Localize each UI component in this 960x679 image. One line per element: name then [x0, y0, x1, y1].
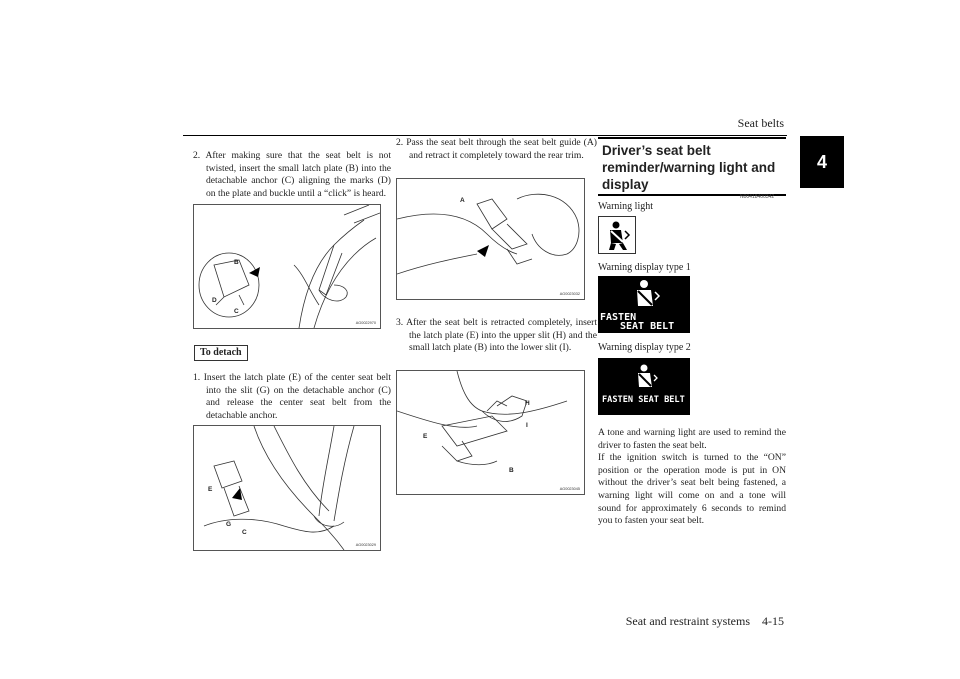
- display1-text-top: FASTEN: [600, 312, 637, 323]
- chapter-tab: 4: [800, 136, 844, 188]
- fig4-label-h: H: [525, 400, 530, 407]
- section-title: Driver’s seat belt reminder/warning light and display: [602, 143, 776, 192]
- header-rule: [183, 135, 787, 136]
- display2-text: FASTEN SEAT BELT: [602, 395, 685, 405]
- fig1-code: AG0022970: [355, 321, 376, 325]
- fig2-code: AG0023029: [355, 543, 376, 547]
- figure-2-illustration: [194, 426, 380, 550]
- figure-1-illustration: [194, 205, 380, 328]
- step-2b-text: 2. Pass the seat belt through the seat belt guide (A) and retract it completely toward the rear trim.: [396, 137, 597, 161]
- step-1-text: 1. Insert the latch plate (E) of the center seat belt into the slit (G) on the detachable anchor (C) and release the center seat belt from the detachable anchor.: [193, 372, 391, 421]
- fig1-label-b: B: [234, 259, 239, 266]
- figure-3: [396, 178, 585, 300]
- display-type2: [598, 358, 690, 415]
- figure-4: [396, 370, 585, 495]
- figure-3-illustration: [397, 179, 584, 299]
- fig4-label-b: B: [509, 467, 514, 474]
- header-title: Seat belts: [737, 116, 784, 130]
- figure-2: [193, 425, 381, 551]
- reminder-description: A tone and warning light are used to remind the driver to fasten the seat belt. If the ignition switch is turned to the “ON” position or the operation mode is put in ON without the driver’s seat belt being fastened, a warning light will come on and a tone will sound for approximately 6 seconds to remind you to fasten your seat belt.: [598, 427, 786, 527]
- display1-text-bottom: SEAT BELT: [620, 321, 675, 332]
- display-type2-label: Warning display type 2: [598, 342, 691, 353]
- warning-light-label: Warning light: [598, 201, 654, 212]
- arrow-icon: [477, 245, 489, 257]
- to-detach-heading: To detach: [194, 345, 248, 361]
- fig1-label-c: C: [234, 308, 239, 315]
- fig4-label-e: E: [423, 433, 428, 440]
- fig3-label-a: A: [460, 197, 465, 204]
- fig1-label-d: D: [212, 297, 217, 304]
- step-2-text: 2. After making sure that the seat belt is not twisted, insert the small latch plate (B) into the detachable anchor (C) aligning the marks (D) on the plate and buckle until a “click” is heard.: [193, 150, 391, 199]
- seatbelt-icon: [598, 358, 690, 415]
- display-type1-label: Warning display type 1: [598, 262, 691, 273]
- fig3-code: AG0023032: [559, 292, 580, 296]
- figure-1: [193, 204, 381, 329]
- section-code: N00418400342: [740, 194, 775, 200]
- fig2-label-g: G: [226, 521, 232, 528]
- fig2-label-c: C: [242, 529, 247, 536]
- fig2-label-e: E: [208, 486, 213, 493]
- footer-page-info: Seat and restraint systems 4-15: [625, 614, 784, 628]
- fig4-code: AG0023045: [559, 487, 580, 491]
- step-3-text: 3. After the seat belt is retracted completely, insert the latch plate (E) into the upper slit (H) and the small latch plate (B) into the lower slit (I).: [396, 317, 597, 354]
- warning-light-icon: [598, 216, 636, 254]
- seatbelt-icon: [599, 217, 635, 253]
- fig4-label-i: I: [526, 422, 528, 429]
- display-type1: [598, 276, 690, 333]
